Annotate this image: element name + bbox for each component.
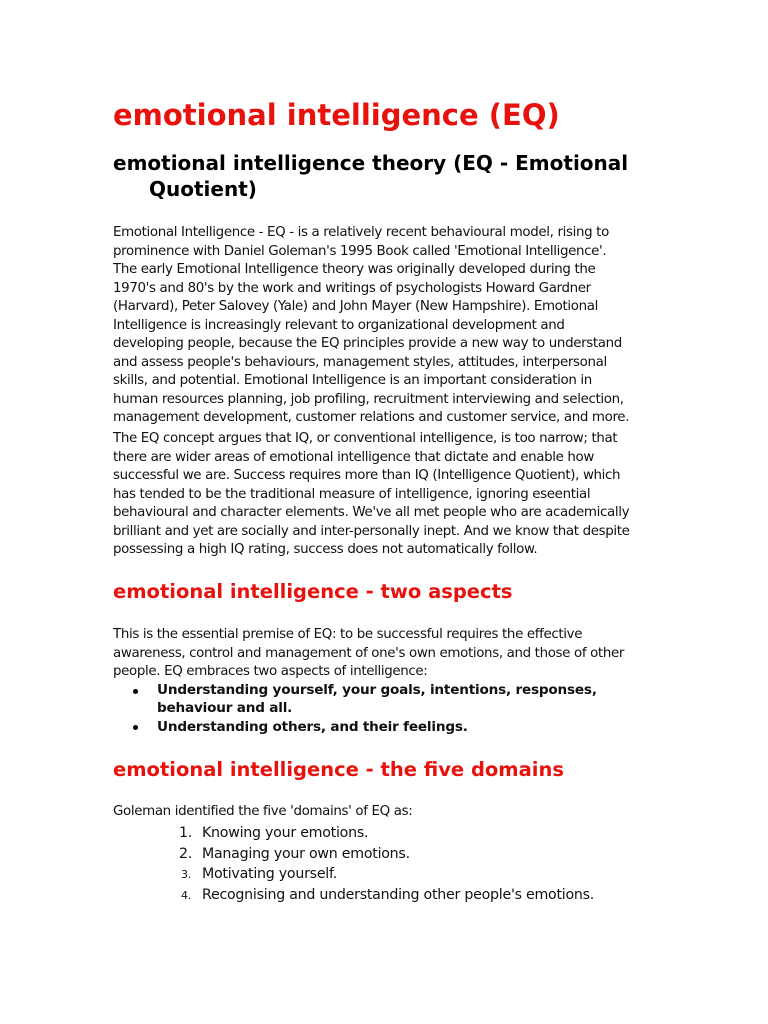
five-domains-paragraph: Goleman identified the five 'domains' of EQ as: [113, 804, 413, 819]
list-item-label: Recognising and understanding other people's emotions. [202, 886, 595, 903]
list-item-label: Understanding yourself, your goals, intentions, responses, behaviour and all. [157, 682, 597, 716]
two-aspects-paragraph: This is the essential premise of EQ: to be successful requires the effective awareness, control and management of one's own emotions, and those of other people. EQ embraces two aspects of intelligence: [113, 627, 625, 679]
section-heading-five-domains: emotional intelligence - the five domains [113, 758, 564, 781]
section-heading-two-aspects: emotional intelligence - two aspects [113, 580, 513, 603]
five-domains-list [113, 823, 633, 905]
list-item [113, 885, 633, 906]
list-item-label: Motivating yourself. [202, 866, 337, 882]
list-item-label: Knowing your emotions. [202, 825, 369, 841]
page-title: emotional intelligence (EQ) [113, 98, 560, 132]
page-subtitle: emotional intelligence theory (EQ - Emotional Quotient) [113, 151, 629, 201]
two-aspects-list [113, 682, 633, 738]
list-item-number: 3. [181, 868, 191, 881]
bullet-icon [133, 689, 138, 694]
concept-paragraph: The EQ concept argues that IQ, or conventional intelligence, is too narrow; that there are wider areas of emotional intelligence that dictate and enable how successful we are. Success requires more than IQ (Intelligence Quotient), which has tended to be the traditional measure of intelligence, ignoring eseential behavioural and character elements. We've all met people who are academically brilliant and yet are socially and inter-personally inept. And we know that despite possessing a high IQ rating, success does not automatically follow. [113, 431, 630, 557]
list-item-number: 2. [179, 845, 193, 862]
intro-paragraph: Emotional Intelligence - EQ - is a relatively recent behavioural model, rising to prominence with Daniel Goleman's 1995 Book called 'Emotional Intelligence'. The early Emotional Intelligence theory was originally developed during the 1970's and 80's by the work and writings of psychologists Howard Gardner (Harvard), Peter Salovey (Yale) and John Mayer (New Hampshire). Emotional Intelligence is increasingly relevant to organizational development and developing people, because the EQ principles provide a new way to understand and assess people's behaviours, management styles, attitudes, interpersonal skills, and potential. Emotional Intelligence is an important consideration in human resources planning, job profiling, recruitment interviewing and selection, management development, customer relations and customer service, and more. [113, 225, 630, 425]
list-item-label: Managing your own emotions. [202, 845, 410, 862]
list-item-label: Understanding others, and their feelings. [157, 718, 468, 735]
list-item [113, 682, 633, 717]
list-item-number: 1. [179, 825, 193, 841]
list-item-number: 4. [181, 888, 191, 902]
list-item [113, 844, 633, 865]
list-item [113, 823, 633, 844]
bullet-icon [133, 725, 138, 730]
list-item [113, 864, 633, 885]
list-item [113, 719, 633, 737]
